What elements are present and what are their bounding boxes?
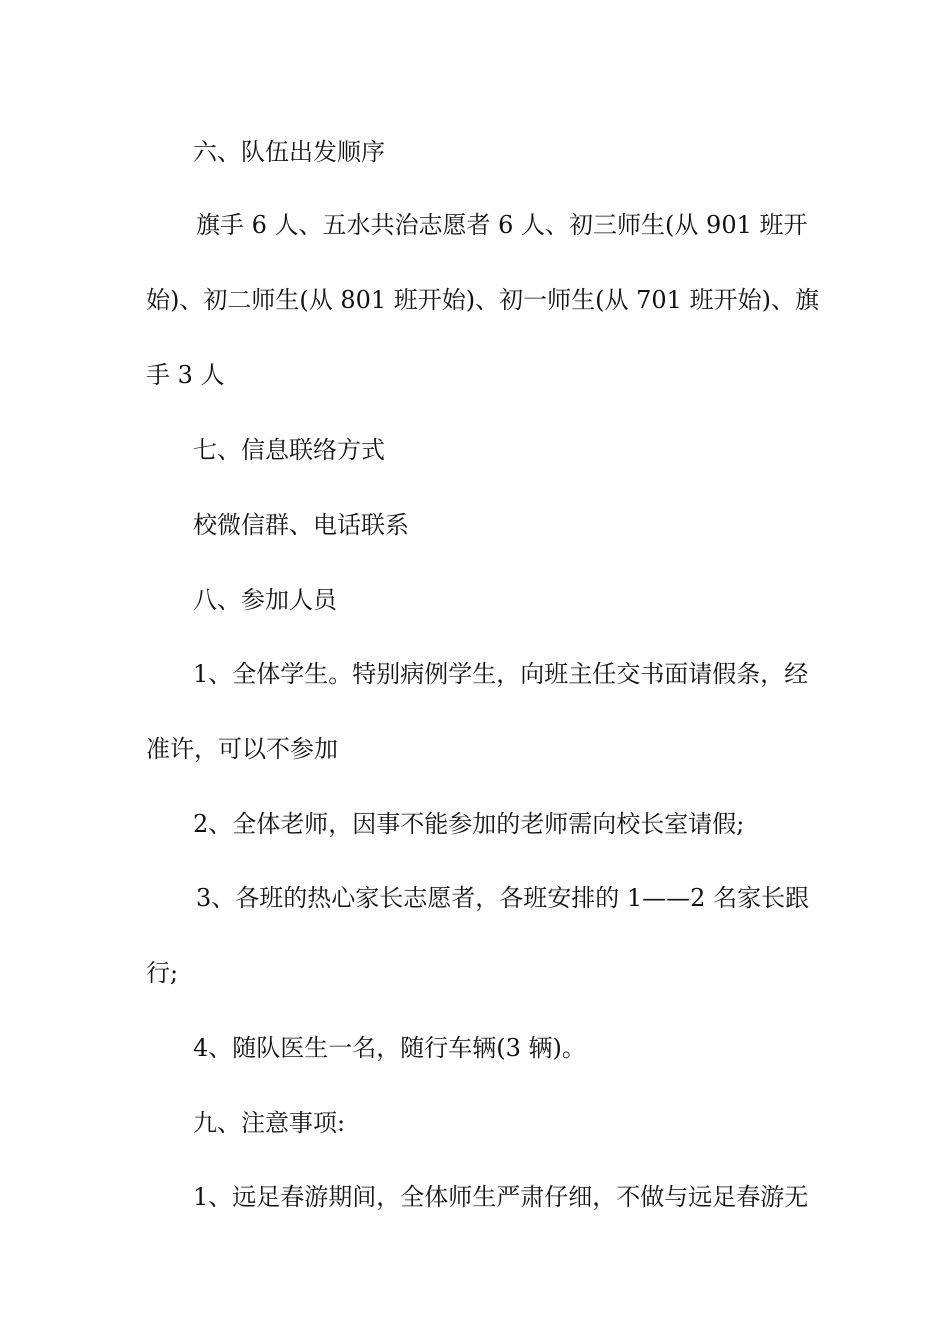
paragraph-line: 3、各班的热心家长志愿者，各班安排的 1——2 名家长跟 [196, 884, 810, 912]
paragraph-line: 1、远足春游期间，全体师生严肃仔细，不做与远足春游无 [193, 1183, 809, 1211]
paragraph-line: 2、全体老师，因事不能参加的老师需向校长室请假; [193, 810, 745, 838]
paragraph-line: 旗手 6 人、五水共治志愿者 6 人、初三师生(从 901 班开 [196, 211, 808, 239]
paragraph-line: 准许，可以不参加 [146, 735, 338, 763]
heading-participants: 八、参加人员 [193, 586, 337, 614]
paragraph-line: 4、随队医生一名，随行车辆(3 辆)。 [193, 1034, 586, 1062]
heading-departure-order: 六、队伍出发顺序 [193, 138, 385, 166]
heading-contact-method: 七、信息联络方式 [193, 436, 385, 464]
paragraph-line: 行; [146, 959, 179, 987]
paragraph-line: 始)、初二师生(从 801 班开始)、初一师生(从 701 班开始)、旗 [146, 286, 819, 314]
paragraph-line: 手 3 人 [146, 361, 225, 389]
heading-notes: 九、注意事项: [193, 1109, 346, 1137]
paragraph-line: 1、全体学生。特别病例学生，向班主任交书面请假条，经 [193, 660, 809, 688]
paragraph-line: 校微信群、电话联系 [193, 511, 409, 539]
